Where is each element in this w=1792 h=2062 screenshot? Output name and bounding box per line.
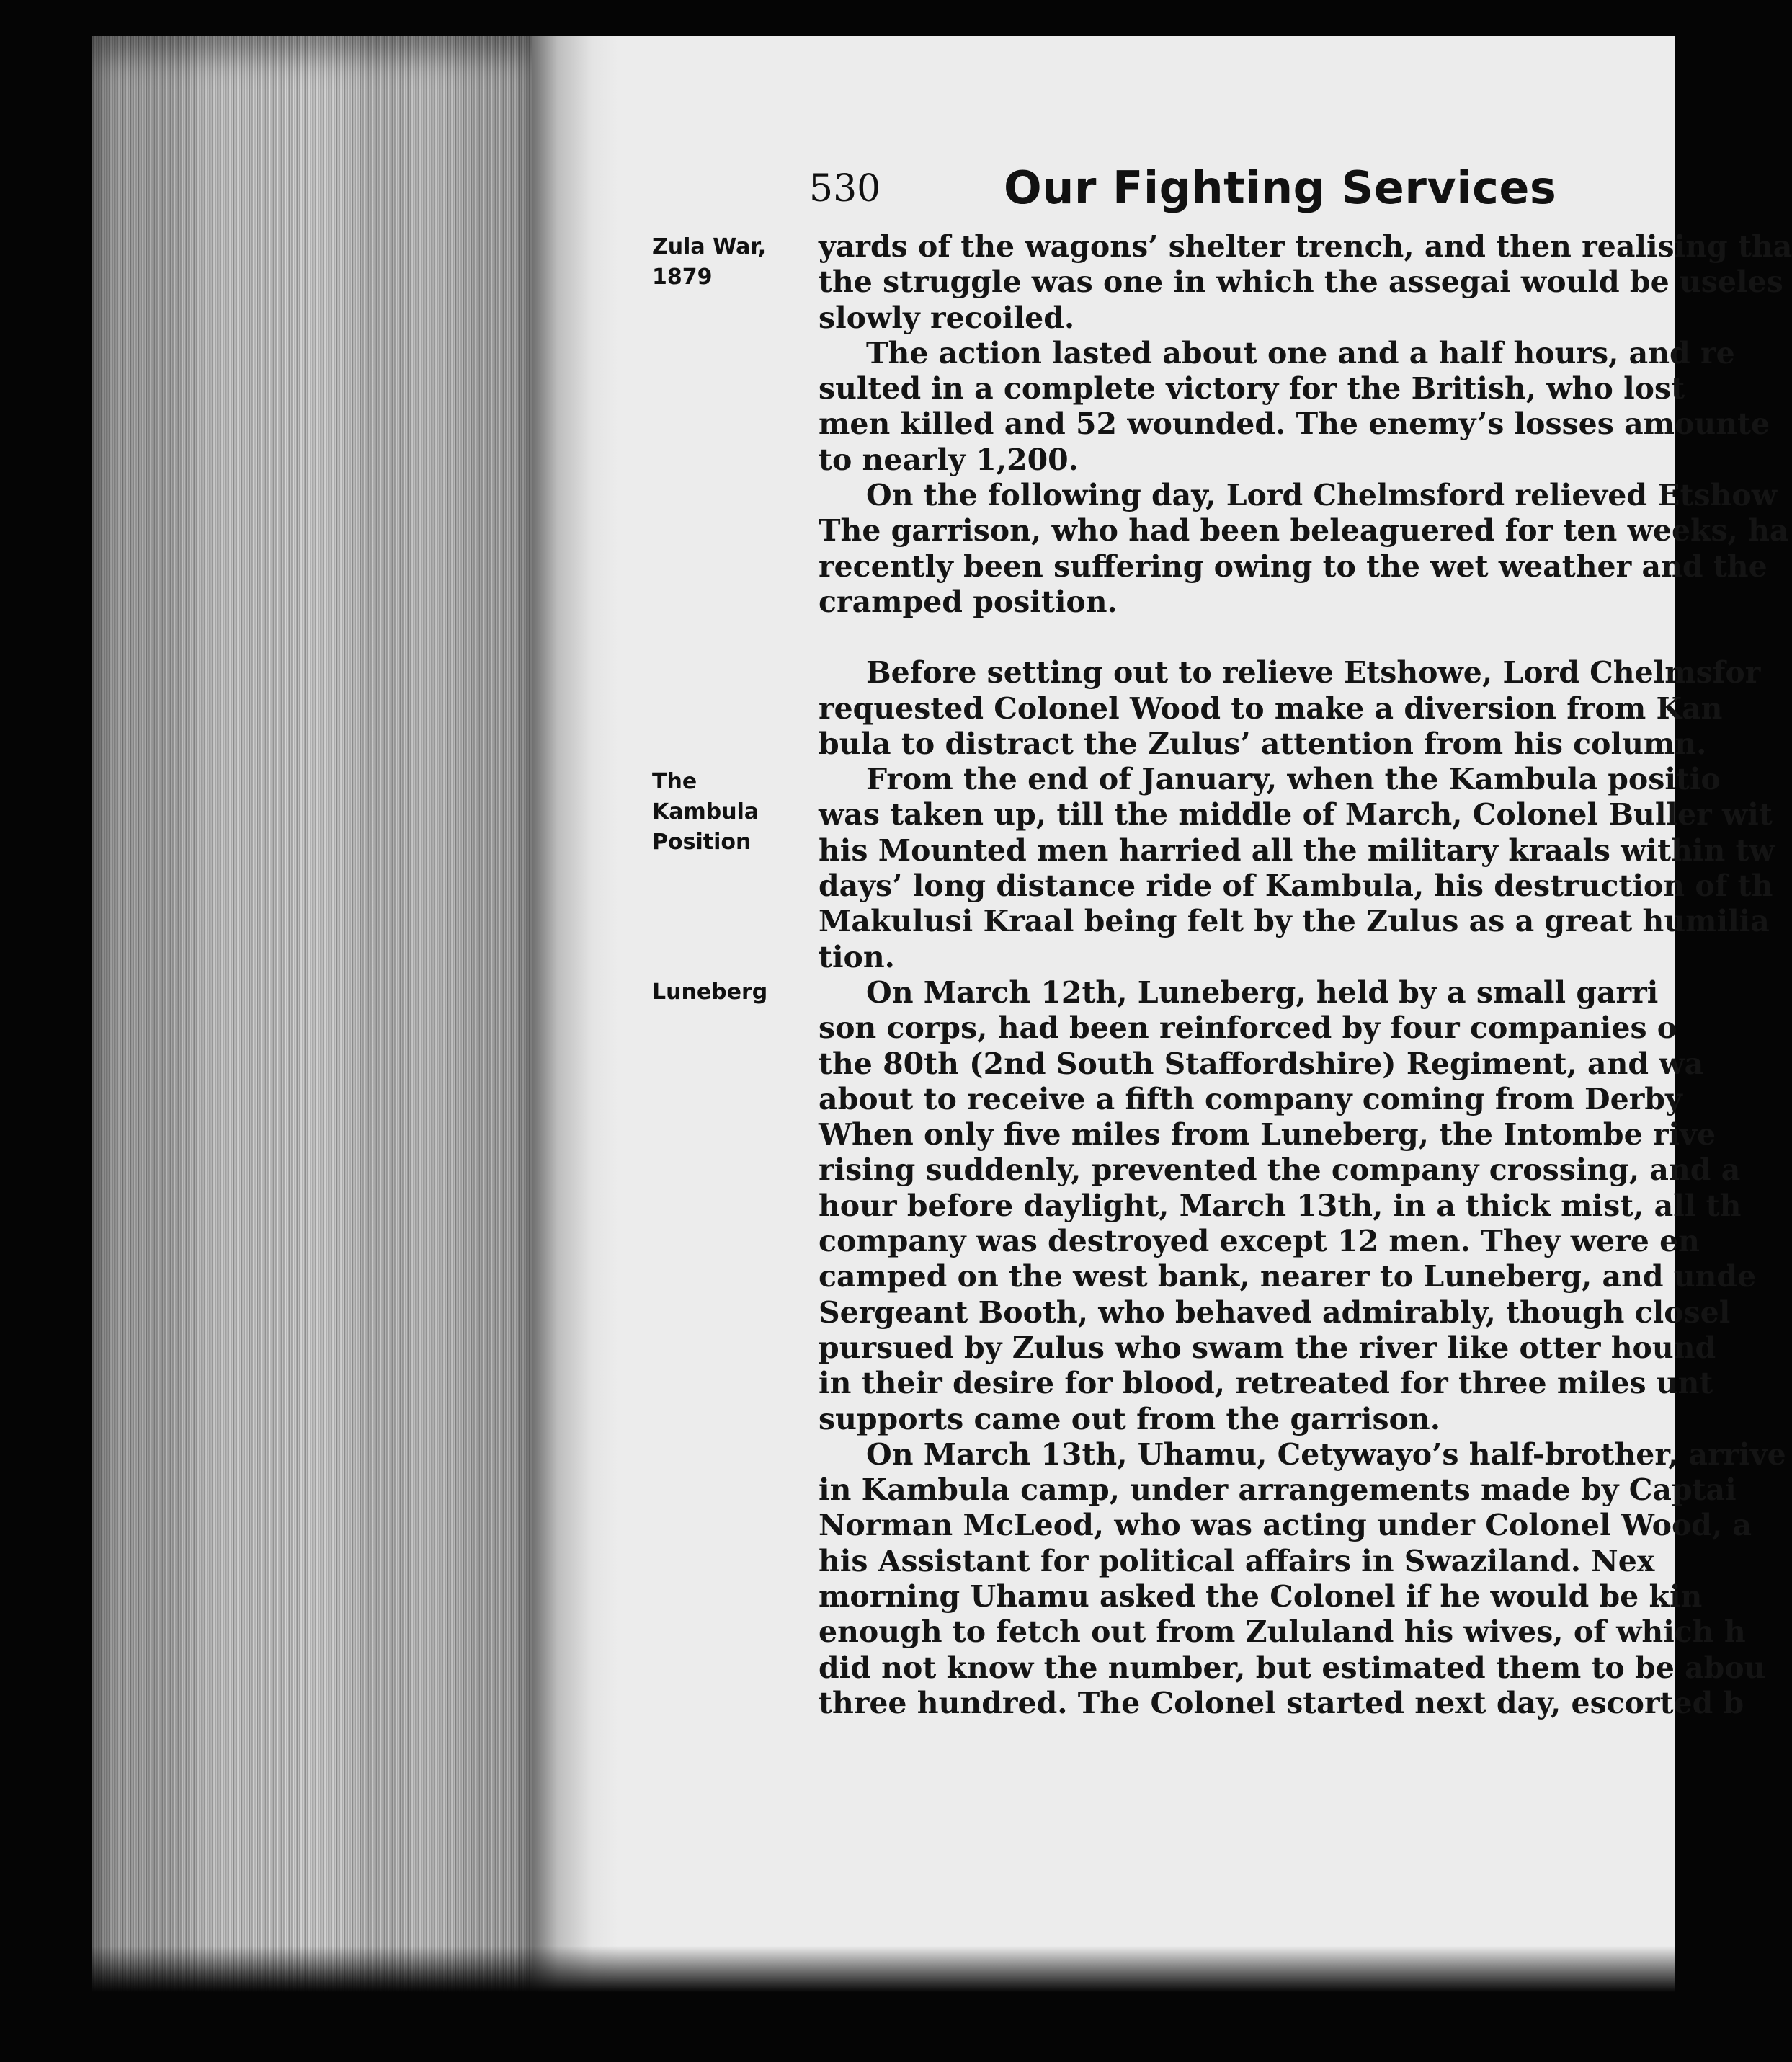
text-line: Sergeant Booth, who behaved admirably, though closel <box>819 1294 1731 1330</box>
text-line: requested Colonel Wood to make a diversion from Kan <box>819 690 1723 726</box>
text-line: enough to fetch out from Zululand his wives, of which h <box>819 1614 1746 1650</box>
text-line: did not know the number, but estimated them to be abou <box>819 1650 1766 1685</box>
text-line: recently been suffering owing to the wet weather and the <box>819 548 1768 584</box>
text-line: to nearly 1,200. <box>819 442 1079 477</box>
margin-note-luneberg: Luneberg <box>652 979 768 1005</box>
text-line: hour before daylight, March 13th, in a thick mist, all th <box>819 1188 1742 1223</box>
text-line: in their desire for blood, retreated for three miles unt <box>819 1366 1713 1401</box>
margin-note-zulu-war: Zula War, 1879 <box>652 234 767 290</box>
page-number: 530 <box>809 167 881 210</box>
text-line: days’ long distance ride of Kambula, his destruction of th <box>819 868 1773 904</box>
page-edges-stack <box>92 36 532 2004</box>
text-line: the 80th (2nd South Staffordshire) Regiment, and wa <box>819 1046 1704 1081</box>
text-line: cramped position. <box>819 584 1118 619</box>
book-gutter <box>532 36 618 2004</box>
text-line: tion. <box>819 939 895 974</box>
text-line: When only five miles from Luneberg, the Intombe rive <box>819 1117 1716 1152</box>
text-line: company was destroyed except 12 men. They were en <box>819 1224 1700 1259</box>
text-line: was taken up, till the middle of March, Colonel Buller wit <box>819 797 1773 832</box>
text-line: son corps, had been reinforced by four companies o <box>819 1010 1677 1046</box>
paragraph-gap <box>819 620 1675 655</box>
text-line: men killed and 52 wounded. The enemy’s losses amounte <box>819 406 1770 442</box>
text-line: in Kambula camp, under arrangements made by Captai <box>819 1472 1737 1508</box>
text-line: his Assistant for political affairs in Swaziland. Nex <box>819 1543 1655 1578</box>
paragraph-start-line: The action lasted about one and a half hours, and re <box>866 335 1735 370</box>
text-line: his Mounted men harried all the military kraals within tw <box>819 832 1775 868</box>
scan-bottom-border <box>0 1946 1675 2062</box>
text-line: bula to distract the Zulus’ attention from his column. <box>819 726 1707 761</box>
paragraph-start-line: From the end of January, when the Kambula positio <box>866 762 1721 797</box>
paragraph-start-line: On March 13th, Uhamu, Cetywayo’s half-brother, arrive <box>866 1436 1786 1472</box>
text-line: Makulusi Kraal being felt by the Zulus as a great humilia <box>819 904 1770 939</box>
text-line: about to receive a fifth company coming from Derby <box>819 1081 1682 1116</box>
text-line: three hundred. The Colonel started next day, escorted b <box>819 1685 1744 1720</box>
text-line: Norman McLeod, who was acting under Colonel Wood, a <box>819 1508 1752 1543</box>
paragraph-start-line: Before setting out to relieve Etshowe, Lord Chelmsfor <box>866 655 1761 690</box>
paragraph-start-line: On the following day, Lord Chelmsford relieved Etshow <box>866 478 1777 513</box>
text-line: supports came out from the garrison. <box>819 1401 1440 1436</box>
running-title: Our Fighting Services <box>1004 161 1557 214</box>
margin-note-kambula-position: The Kambula Position <box>652 769 759 855</box>
text-line: The garrison, who had been beleaguered for ten weeks, ha <box>819 513 1789 548</box>
text-line: slowly recoiled. <box>819 300 1075 335</box>
text-line: rising suddenly, prevented the company crossing, and a <box>819 1152 1741 1188</box>
text-line: pursued by Zulus who swam the river like otter hound <box>819 1330 1716 1365</box>
body-text <box>819 229 1792 1988</box>
text-line: camped on the west bank, nearer to Luneberg, and unde <box>819 1259 1757 1294</box>
text-line: sulted in a complete victory for the British, who lost <box>819 371 1685 406</box>
text-line: morning Uhamu asked the Colonel if he would be kin <box>819 1578 1703 1614</box>
paragraph-start-line: On March 12th, Luneberg, held by a small garri <box>866 974 1659 1010</box>
text-line: the struggle was one in which the assegai would be useles <box>819 265 1783 300</box>
text-line: yards of the wagons’ shelter trench, and then realising tha <box>819 229 1792 264</box>
